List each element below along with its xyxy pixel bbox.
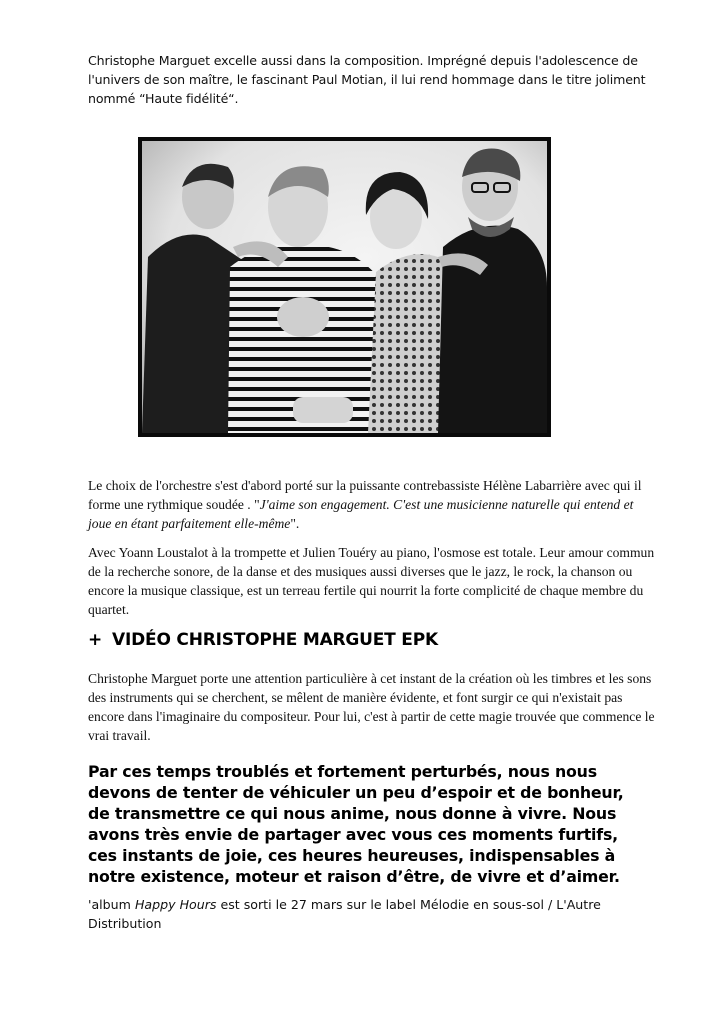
orchestra-quote: J'aime son engagement. C'est une musicienne naturelle qui entend et joue en étant parfaitement elle-même <box>88 497 634 531</box>
album-release-paragraph <box>88 895 648 933</box>
album-title: Happy Hours <box>134 897 217 912</box>
creation-paragraph: Christophe Marguet porte une attention particulière à cet instant de la création où les timbres et les sons des instruments qui se cherchent, se mêlent de manière évidente, et font surgir ce qui n'existait pas encore dans l'imaginaire du compositeur. Pour lui, c'est à partir de cette magie trouvée que commence le vrai travail. <box>88 671 655 743</box>
orchestra-text: Le choix de l'orchestre s'est d'abord porté sur la puissante contrebassiste Hélène Labarrière avec qui il forme une rythmique soudée . " <box>88 478 642 512</box>
video-epk-title: VIDÉO CHRISTOPHE MARGUET EPK <box>112 630 438 650</box>
orchestra-quote-end: ". <box>290 516 300 531</box>
plus-icon: + <box>88 630 103 650</box>
osmose-paragraph: Avec Yoann Loustalot à la trompette et Julien Touéry au piano, l'osmose est totale. Leur amour commun de la recherche sonore, de la danse et des musiques aussi diverses que le jazz, le rock, la chanson ou encore la musique classique, est un terreau fertile qui nourrit la forte complicité de chaque membre du quartet. <box>88 545 655 617</box>
band-photo <box>138 137 551 437</box>
album-prefix: 'album <box>88 897 135 912</box>
album-suffix: est sorti le 27 mars sur le label Mélodie en sous-sol / L'Autre Distribution <box>88 897 601 931</box>
statement-paragraph: Par ces temps troublés et fortement perturbés, nous nous devons de tenter de véhiculer un peu d’espoir et de bonheur, de transmettre ce qui nous anime, nous donne à vivre. Nous avons très envie de partager avec vous ces moments furtifs, ces instants de joie, ces heures heureuses, indispensables à notre existence, moteur et raison d’être, de vivre et d’aimer. <box>88 762 624 886</box>
orchestra-paragraph <box>88 476 648 533</box>
video-epk-link[interactable] <box>88 630 438 650</box>
intro-paragraph: Christophe Marguet excelle aussi dans la composition. Imprégné depuis l'adolescence de l'univers de son maître, le fascinant Paul Motian, il lui rend hommage dans le titre joliment nommé “Haute fidélité“. <box>88 53 646 106</box>
